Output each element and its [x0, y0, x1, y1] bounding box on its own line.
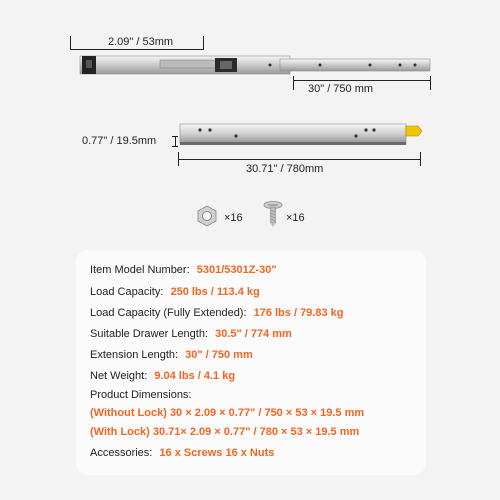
spec-accessories-value: 16 x Screws 16 x Nuts — [159, 447, 275, 459]
screw-count: ×16 — [286, 212, 305, 224]
nut-count: ×16 — [224, 212, 243, 224]
spec-without-lock-value: (Without Lock) 30 × 2.09 × 0.77" / 750 × 53 × 19.5 mm — [90, 407, 365, 419]
spec-drawer-length-label: Suitable Drawer Length: — [90, 328, 209, 340]
spec-extension-length-value: 30" / 750 mm — [185, 349, 253, 361]
spec-product-dimensions-label: Product Dimensions: — [90, 389, 192, 401]
spec-product-dimensions — [90, 389, 192, 401]
spec-capacity-value: 250 lbs / 113.4 kg — [170, 286, 260, 298]
spec-capacity-extended-label: Load Capacity (Fully Extended): — [90, 307, 247, 319]
spec-capacity-extended — [90, 307, 343, 319]
spec-with-lock — [90, 426, 359, 438]
spec-model-label: Item Model Number: — [90, 264, 190, 276]
height-dimension-label: 0.77" / 19.5mm — [82, 135, 157, 147]
spec-net-weight — [90, 370, 235, 382]
extension-dimension-label: 30" / 750 mm — [308, 83, 374, 95]
spec-extension-length — [90, 349, 253, 361]
width-dimension-label: 2.09" / 53mm — [108, 36, 174, 48]
spec-net-weight-value: 9.04 lbs / 4.1 kg — [154, 370, 236, 382]
spec-net-weight-label: Net Weight: — [90, 370, 148, 382]
closed-slide-image — [176, 118, 424, 152]
spec-with-lock-value: (With Lock) 30.71× 2.09 × 0.77" / 780 × 53 × 19.5 mm — [90, 426, 360, 438]
hex-nut-icon — [196, 205, 218, 227]
spec-model — [90, 264, 277, 276]
spec-accessories-label: Accessories: — [90, 447, 153, 459]
spec-capacity-extended-value: 176 lbs / 79.83 kg — [253, 307, 344, 319]
spec-extension-length-label: Extension Length: — [90, 349, 179, 361]
screw-icon — [262, 200, 284, 228]
length-dimension-label: 30.71" / 780mm — [246, 163, 324, 175]
spec-drawer-length-value: 30.5" / 774 mm — [215, 328, 292, 340]
extended-slide-image — [70, 50, 470, 82]
spec-model-value: 5301/5301Z-30" — [196, 264, 277, 276]
spec-capacity — [90, 286, 260, 298]
spec-drawer-length — [90, 328, 292, 340]
spec-capacity-label: Load Capacity: — [90, 286, 164, 298]
spec-without-lock — [90, 407, 364, 419]
spec-accessories — [90, 447, 274, 459]
spec-card — [76, 250, 426, 475]
